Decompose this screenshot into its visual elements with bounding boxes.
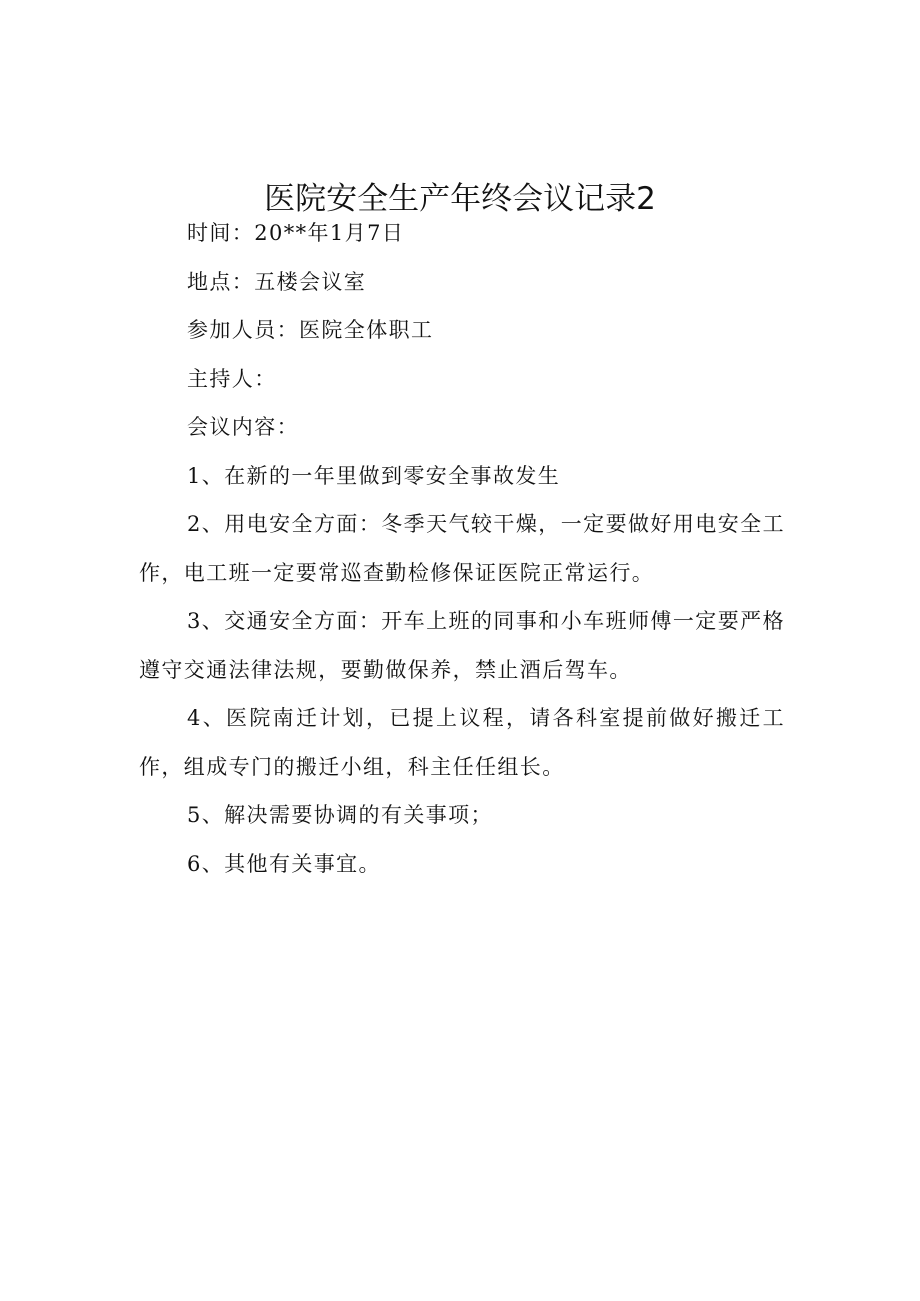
- agenda-item: 2、用电安全方面：冬季天气较干燥，一定要做好用电安全工作，电工班一定要常巡查勤检修保证医院正常运行。: [139, 512, 785, 585]
- meeting-host: 主持人：: [187, 366, 277, 391]
- agenda-item: 1、在新的一年里做到零安全事故发生: [187, 463, 561, 488]
- meeting-attendees: 参加人员：医院全体职工: [187, 318, 434, 342]
- meeting-time: 时间：20**年1月7日: [187, 221, 405, 245]
- agenda-item: 3、交通安全方面：开车上班的同事和小车班师傅一定要严格遵守交通法律法规，要勤做保养，禁止酒后驾车。: [139, 609, 785, 682]
- document-title: 医院安全生产年终会议记录2: [264, 180, 656, 217]
- meeting-place: 地点：五楼会议室: [187, 269, 367, 294]
- agenda-item: 6、其他有关事宜。: [187, 851, 381, 876]
- agenda-item: 4、医院南迁计划，已提上议程，请各科室提前做好搬迁工作，组成专门的搬迁小组，科主任任组长。: [139, 706, 785, 779]
- document-body: [139, 209, 785, 888]
- agenda-item: 5、解决需要协调的有关事项；: [187, 803, 493, 827]
- meeting-content-heading: 会议内容：: [187, 415, 299, 439]
